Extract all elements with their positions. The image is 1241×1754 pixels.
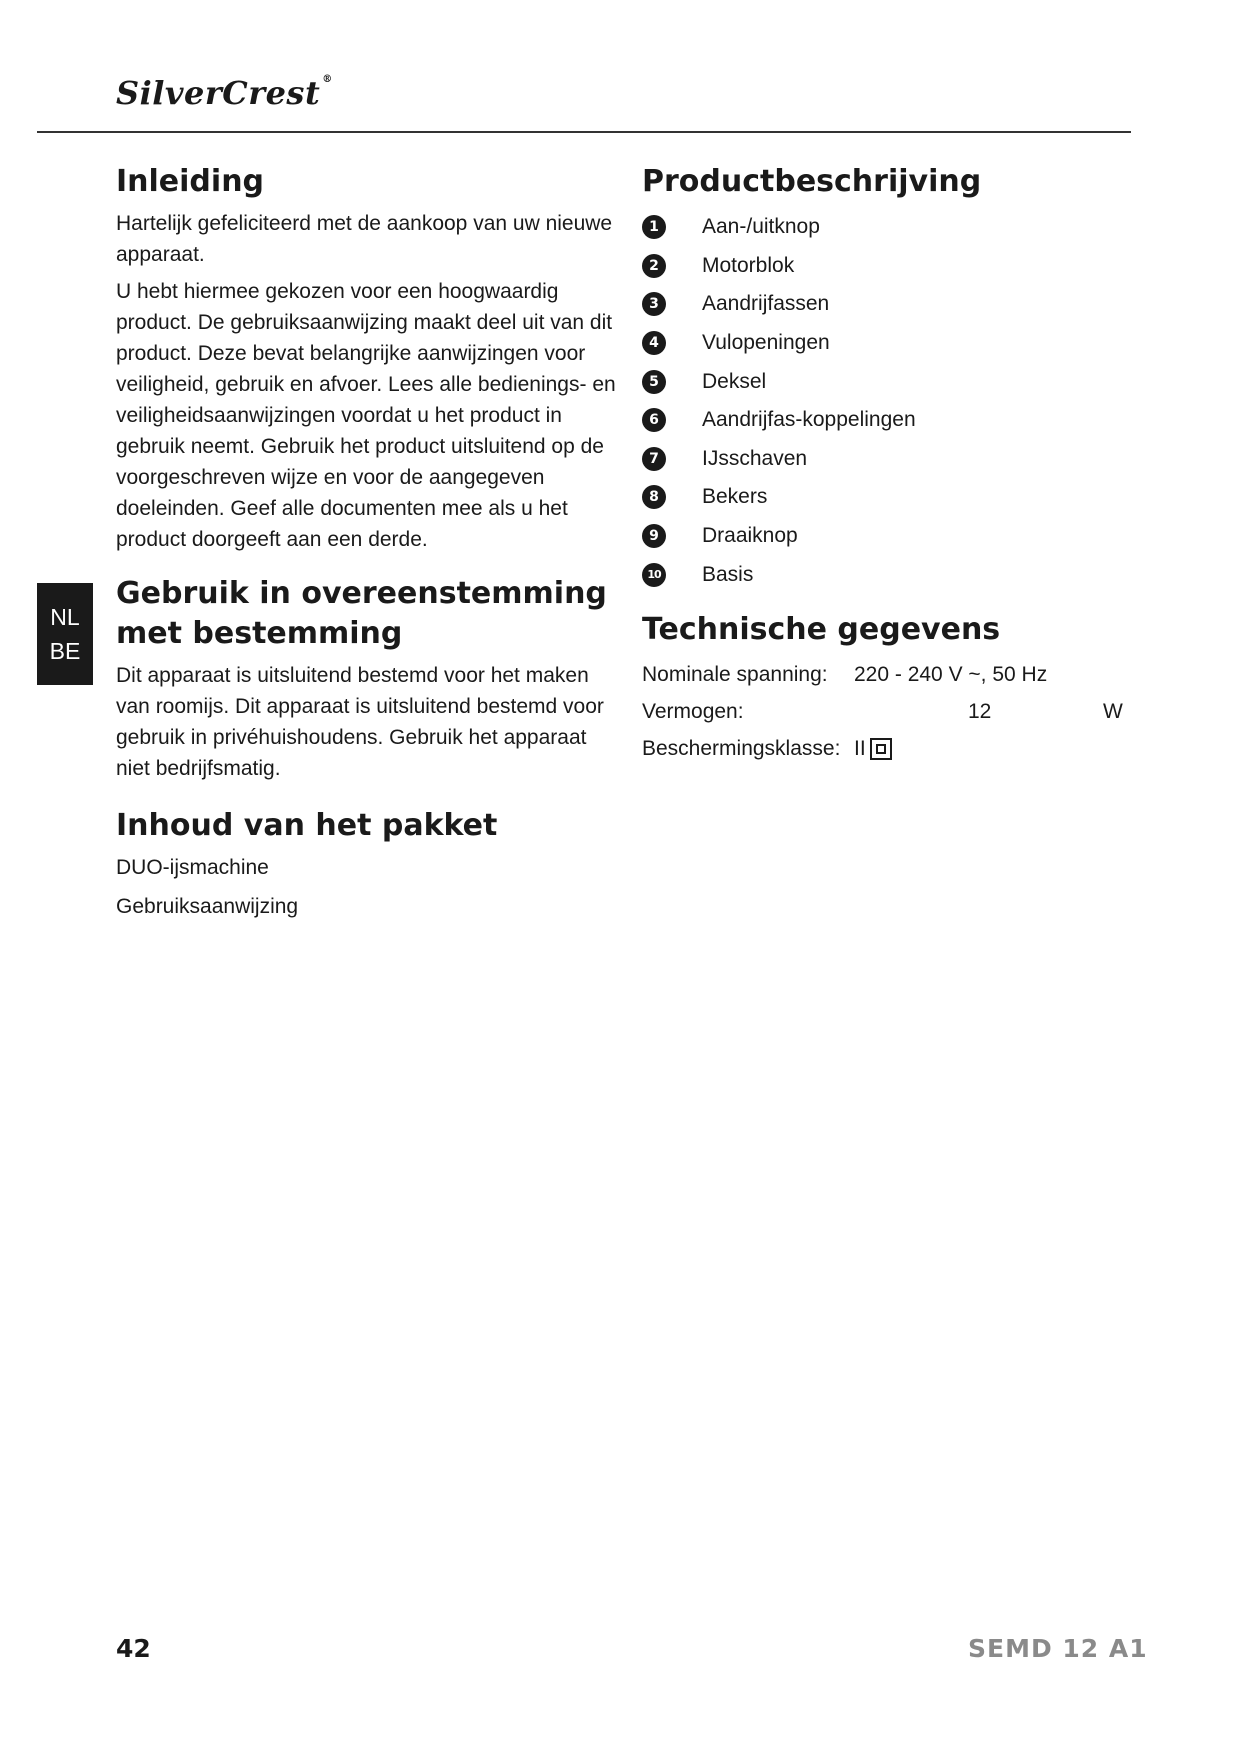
- number-badge: 9: [642, 524, 666, 548]
- number-badge: 7: [642, 447, 666, 471]
- intended-use-heading: Gebruik in overeenstemming met bestemming: [116, 576, 607, 651]
- number-badge: 6: [642, 408, 666, 432]
- registered-mark: ®: [322, 74, 333, 85]
- tech-heading: Technische gegevens: [642, 612, 1001, 647]
- class-value: II: [854, 736, 866, 760]
- list-item: [642, 555, 1142, 594]
- number-badge: 8: [642, 485, 666, 509]
- tech-row-class: [642, 730, 1142, 767]
- power-value: 12: [968, 699, 992, 723]
- lang-be: BE: [49, 638, 81, 664]
- package-item: DUO-ijsmachine: [116, 856, 269, 879]
- part-label: Aandrijfas-koppelingen: [702, 408, 916, 432]
- number-badge: 5: [642, 370, 666, 394]
- part-label: Basis: [702, 562, 754, 586]
- number-badge: 10: [642, 563, 666, 587]
- intended-use-text: Dit apparaat is uitsluitend bestemd voor het maken van roomijs. Dit apparaat is uitsluitend bestemd voor gebruik in privéhuishoudens. Gebruik het apparaat niet bedrijfsmatig.: [116, 664, 604, 780]
- number-badge: 2: [642, 254, 666, 278]
- number-badge: 1: [642, 215, 666, 239]
- model-number: SEMD 12 A1: [968, 1634, 1148, 1663]
- part-label: Motorblok: [702, 253, 795, 277]
- product-section: [642, 162, 1142, 594]
- lang-nl: NL: [50, 604, 80, 630]
- power-label: Vermogen:: [642, 699, 744, 723]
- class-label: Beschermingsklasse:: [642, 736, 841, 760]
- intro-heading: Inleiding: [116, 164, 265, 199]
- part-label: Deksel: [702, 369, 767, 393]
- number-badge: 4: [642, 331, 666, 355]
- product-parts-list: [642, 208, 1142, 594]
- tech-row-voltage: [642, 656, 1142, 693]
- part-label: IJsschaven: [702, 446, 808, 470]
- language-tab: [37, 583, 93, 685]
- package-item: Gebruiksaanwijzing: [116, 895, 299, 918]
- voltage-value: 220 - 240 V ~, 50 Hz: [854, 662, 1048, 686]
- header-rule: [37, 131, 1131, 133]
- list-item: [642, 478, 1142, 517]
- list-item: [642, 401, 1142, 440]
- list-item: [642, 440, 1142, 479]
- part-label: Draaiknop: [702, 524, 798, 548]
- double-insulation-icon: [870, 738, 892, 760]
- brand-logo: [116, 74, 333, 112]
- power-unit: W: [1103, 699, 1123, 723]
- product-heading: Productbeschrijving: [642, 164, 982, 199]
- list-item: [642, 362, 1142, 401]
- part-label: Aandrijfassen: [702, 292, 830, 316]
- part-label: Vulopeningen: [702, 331, 830, 355]
- intended-use-section: [116, 574, 616, 790]
- list-item: [642, 285, 1142, 324]
- brand-name: SilverCrest: [116, 74, 321, 112]
- intro-section: [116, 162, 616, 561]
- list-item: [642, 247, 1142, 286]
- list-item: [642, 324, 1142, 363]
- page-number: 42: [116, 1634, 151, 1663]
- number-badge: 3: [642, 292, 666, 316]
- package-heading: Inhoud van het pakket: [116, 808, 498, 843]
- list-item: [642, 208, 1142, 247]
- tech-row-power: [642, 693, 1142, 730]
- intro-paragraph-1: Hartelijk gefeliciteerd met de aankoop van uw nieuwe apparaat.: [116, 212, 613, 266]
- part-label: Aan-/uitknop: [702, 215, 820, 239]
- voltage-label: Nominale spanning:: [642, 662, 828, 686]
- tech-section: [642, 610, 1142, 767]
- intro-paragraph-2: U hebt hiermee gekozen voor een hoogwaardig product. De gebruiksaanwijzing maakt deel uit van dit product. Deze bevat belangrijke aanwijzingen voor veiligheid, gebruik en afvoer. Lees alle bedienings- en veiligheidsaanwijzingen voordat u het product in gebruik neemt. Gebruik het product uitsluitend op de voorgeschreven wijze en voor de aangegeven doeleinden. Geef alle documenten mee als u het product doorgeeft aan een derde.: [116, 280, 616, 551]
- package-section: [116, 806, 616, 928]
- list-item: [642, 517, 1142, 556]
- part-label: Bekers: [702, 485, 768, 509]
